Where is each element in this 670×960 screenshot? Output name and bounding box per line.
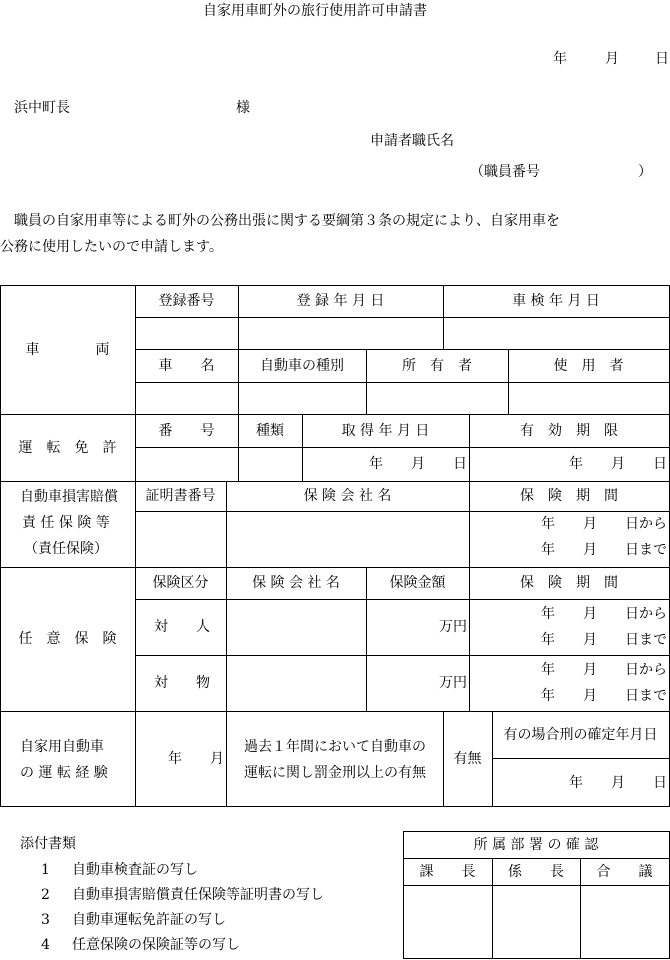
compulsory-company-header: 保 険 会 社 名 <box>303 488 392 504</box>
applicant-label: 申請者職氏名 <box>370 133 454 149</box>
compulsory-heading-line-2: 責 任 保 険 等 <box>22 515 110 531</box>
penalty-question-line-1: 過去１年間において自動車の <box>244 739 426 755</box>
attachment-text: 任意保険の保険証等の写し <box>72 937 240 953</box>
property-damage-label: 対 物 <box>154 675 210 691</box>
experience-month: 月 <box>210 751 224 767</box>
attachment-text: 自動車運転免許証の写し <box>72 912 226 928</box>
acquired-date-header: 取 得 年 月 日 <box>341 422 430 439</box>
compulsory-heading-line-1: 自動車損害賠償 <box>20 489 118 505</box>
date-day: 日 <box>655 51 669 67</box>
voluntary-company-header: 保 険 会 社 名 <box>252 575 340 591</box>
body-text-line-1: 職員の自家用車等による町外の公務出張に関する要綱第３条の規定により、自家用車を <box>14 213 560 229</box>
voluntary-heading: 任 意 保 険 <box>18 631 117 647</box>
subsection-chief-header: 係 長 <box>508 863 564 880</box>
attachment-number: 1 <box>41 862 50 878</box>
finalized-ymd: 年 月 日 <box>569 775 667 791</box>
property-damage-from: 年 月 日から <box>541 662 667 678</box>
date-month: 月 <box>605 51 619 67</box>
registration-date-header: 登 録 年 月 日 <box>296 293 385 309</box>
valid-period-header: 有 効 期 限 <box>520 422 618 439</box>
property-damage-until: 年 月 日まで <box>541 688 667 704</box>
car-name-header: 車 名 <box>158 357 215 374</box>
addressee-honorific: 様 <box>236 100 250 116</box>
inspection-date-header: 車 検 年 月 日 <box>512 293 600 309</box>
finalized-date-label: 有の場合刑の確定年月日 <box>503 726 658 743</box>
date-year: 年 <box>553 51 567 67</box>
vehicle-heading: 車 両 <box>25 341 110 358</box>
addressee-name: 浜中町長 <box>14 100 70 116</box>
license-kind-header: 種類 <box>256 422 284 439</box>
experience-year: 年 <box>168 751 182 767</box>
license-number-header: 番 号 <box>158 422 215 439</box>
experience-heading-line-2: の 運 転 経 験 <box>20 765 108 781</box>
staff-number: （職員番号 ） <box>470 164 652 180</box>
acquired-ymd: 年 月 日 <box>369 456 467 472</box>
attachment-number: 3 <box>41 912 50 928</box>
body-text-line-2: 公務に使用したいので申請します。 <box>0 239 223 255</box>
property-damage-unit: 万円 <box>439 675 467 691</box>
section-chief-header: 課 長 <box>419 863 476 880</box>
attachment-text: 自動車検査証の写し <box>72 862 198 878</box>
consultation-header: 合 議 <box>596 863 653 880</box>
experience-heading-line-1: 自家用自動車 <box>20 739 104 755</box>
user-header: 使 用 者 <box>553 357 624 374</box>
compulsory-period-until: 年 月 日まで <box>541 542 667 558</box>
insurance-amount-header: 保険金額 <box>389 575 446 591</box>
compulsory-period-header: 保 険 期 間 <box>520 488 618 504</box>
compulsory-period-from: 年 月 日から <box>541 516 667 532</box>
insurance-category-header: 保険区分 <box>152 575 209 591</box>
penalty-question-line-2: 運転に関し罰金刑以上の有無 <box>244 765 426 781</box>
owner-header: 所 有 者 <box>402 357 472 374</box>
registration-number-header: 登録番号 <box>158 293 215 309</box>
attachment-text: 自動車損害賠償責任保険等証明書の写し <box>72 887 324 903</box>
license-heading: 運 転 免 許 <box>18 439 117 456</box>
bodily-injury-label: 対 人 <box>154 619 210 635</box>
penalty-presence: 有無 <box>453 750 482 767</box>
document-title: 自家用車町外の旅行使用許可申請書 <box>203 3 427 19</box>
car-type-header: 自動車の種別 <box>260 357 344 374</box>
voluntary-period-header: 保 険 期 間 <box>520 575 618 591</box>
confirmation-heading: 所 属 部 署 の 確 認 <box>473 836 599 853</box>
bodily-injury-until: 年 月 日まで <box>541 632 667 648</box>
bodily-injury-unit: 万円 <box>439 619 467 635</box>
attachments-heading: 添付書類 <box>20 836 76 852</box>
attachment-number: 2 <box>41 887 50 903</box>
compulsory-heading-line-3: （責任保険） <box>24 541 108 557</box>
valid-ymd: 年 月 日 <box>569 456 667 472</box>
attachment-number: 4 <box>41 937 50 953</box>
bodily-injury-from: 年 月 日から <box>541 606 667 622</box>
certificate-number-header: 証明書番号 <box>145 488 216 504</box>
